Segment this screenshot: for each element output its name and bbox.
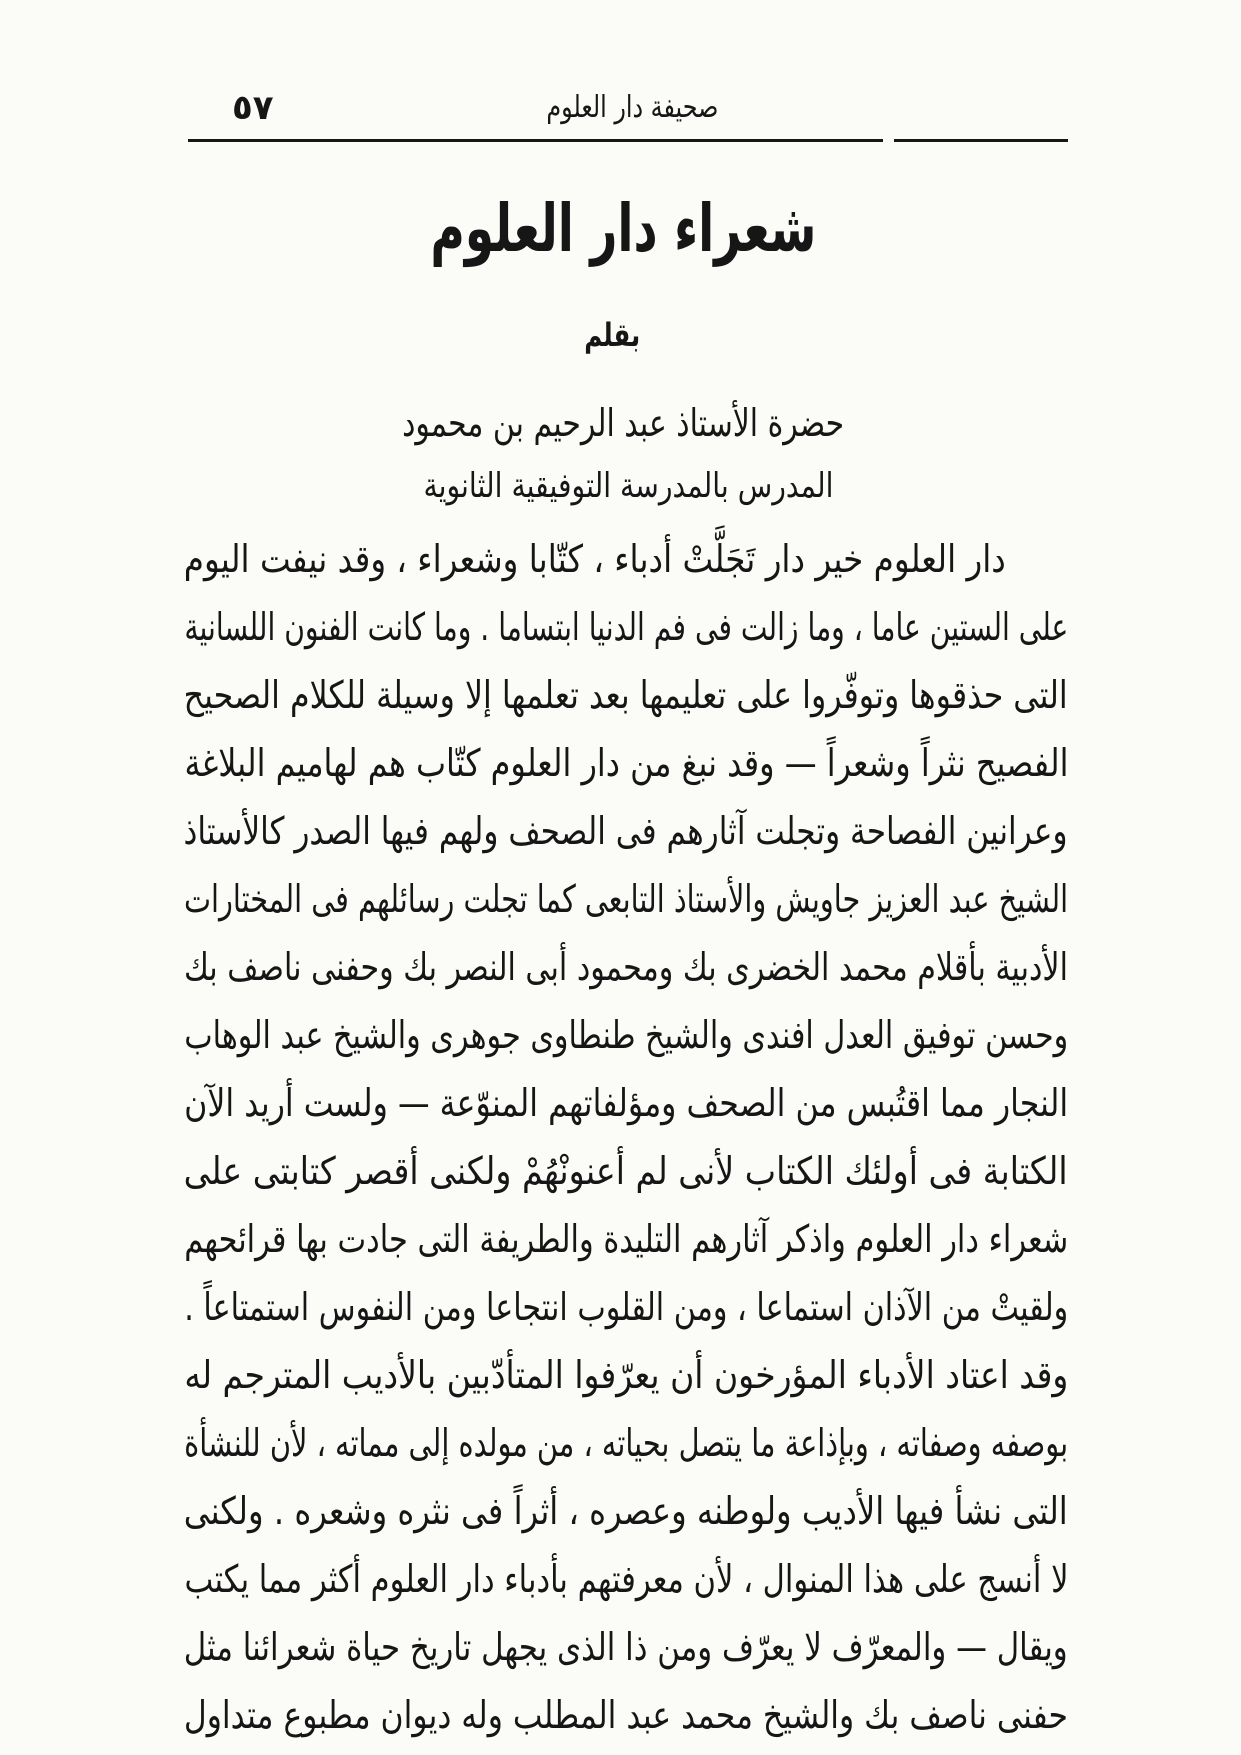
body-line xyxy=(184,1413,1068,1473)
author-position-text: المدرس بالمدرسة التوفيقية الثانوية xyxy=(423,466,833,506)
body-line-text: الأدبية بأقلام محمد الخضرى بك ومحمود أبى النصر بك وحفنى ناصف بك xyxy=(184,945,1068,989)
author-name xyxy=(402,397,844,449)
body-line xyxy=(184,597,1068,657)
body-line xyxy=(184,1549,1068,1609)
running-title-text: صحيفة دار العلوم xyxy=(546,90,718,125)
body-line-text: التى نشأ فيها الأديب ولوطنه وعصره ، أثراً فى نثره وشعره . ولكنى xyxy=(184,1489,1068,1533)
body-line-text: وحسن توفيق العدل افندى والشيخ طنطاوى جوهرى والشيخ عبد الوهاب xyxy=(184,1013,1068,1057)
body-line-text: على الستين عاما ، وما زالت فى فم الدنيا ابتساما . وما كانت الفنون اللسانية xyxy=(183,605,1068,649)
body-line-text: الكتابة فى أولئك الكتاب لأنى لم أعنونْهُمْ ولكنى أقصر كتابتى على xyxy=(184,1149,1068,1193)
body-line xyxy=(184,1617,1068,1677)
body-line xyxy=(184,1481,1068,1541)
body-line xyxy=(184,665,1068,725)
body-line xyxy=(184,801,1068,861)
body-line xyxy=(184,1209,1068,1269)
header-rule xyxy=(188,139,883,142)
body-line xyxy=(184,1141,1068,1201)
body-line xyxy=(184,869,1068,929)
body-line-text: وعرانين الفصاحة وتجلت آثارهم فى الصحف ولهم فيها الصدر كالأستاذ xyxy=(184,809,1068,853)
body-line-text: النجار مما اقتُبس من الصحف ومؤلفاتهم المنوّعة — ولست أريد الآن xyxy=(184,1081,1068,1125)
running-title xyxy=(546,88,718,128)
body-line xyxy=(184,1005,1068,1065)
body-line-text: التى حذقوها وتوفّروا على تعليمها بعد تعلمها إلا وسيلة للكلام الصحيح xyxy=(184,673,1068,717)
body-line xyxy=(184,733,1068,793)
body-line-text: شعراء دار العلوم واذكر آثارهم التليدة والطريفة التى جادت بها قرائحهم xyxy=(184,1217,1068,1261)
body-line-text: لا أنسج على هذا المنوال ، لأن معرفتهم بأدباء دار العلوم أكثر مما يكتب xyxy=(184,1557,1068,1601)
byline-label-text: بقلم xyxy=(584,316,640,354)
article-title-text: شعراء دار العلوم xyxy=(430,190,816,267)
page-number: ٥٧ xyxy=(232,88,274,128)
article-title xyxy=(430,184,816,274)
body-line-text: الفصيح نثراً وشعراً — وقد نبغ من دار العلوم كتّاب هم لهاميم البلاغة xyxy=(184,741,1068,785)
author-name-text: حضرة الأستاذ عبد الرحيم بن محمود xyxy=(402,401,844,445)
body-line-text: الشيخ عبد العزيز جاويش والأستاذ التابعى كما تجلت رسائلهم فى المختارات xyxy=(184,877,1068,921)
body-line xyxy=(184,529,1006,589)
body-line xyxy=(184,1277,1068,1337)
body-line xyxy=(184,937,1068,997)
body-line-text: وقد اعتاد الأدباء المؤرخون أن يعرّفوا المتأدّبين بالأديب المترجم له xyxy=(184,1353,1068,1397)
body-line-text: حفنى ناصف بك والشيخ محمد عبد المطلب وله ديوان مطبوع متداول xyxy=(184,1693,1068,1737)
header-rule xyxy=(894,139,1068,142)
body-line-text: بوصفه وصفاته ، وبإذاعة ما يتصل بحياته ، من مولده إلى مماته ، لأن للنشأة xyxy=(184,1421,1068,1465)
body-line xyxy=(184,1685,1068,1745)
body-line xyxy=(184,1345,1068,1405)
author-position xyxy=(423,462,833,510)
body-line-text: ويقال — والمعرّف لا يعرّف ومن ذا الذى يجهل تاريخ حياة شعرائنا مثل xyxy=(184,1625,1068,1669)
byline-label xyxy=(584,313,640,357)
body-line xyxy=(184,1073,1068,1133)
body-line-text: ولقيتْ من الآذان استماعا ، ومن القلوب انتجاعا ومن النفوس استمتاعاً . xyxy=(184,1285,1068,1329)
body-line-text: دار العلوم خير دار تَجَلَّتْ أدباء ، كتّابا وشعراء ، وقد نيفت اليوم xyxy=(184,537,1006,581)
